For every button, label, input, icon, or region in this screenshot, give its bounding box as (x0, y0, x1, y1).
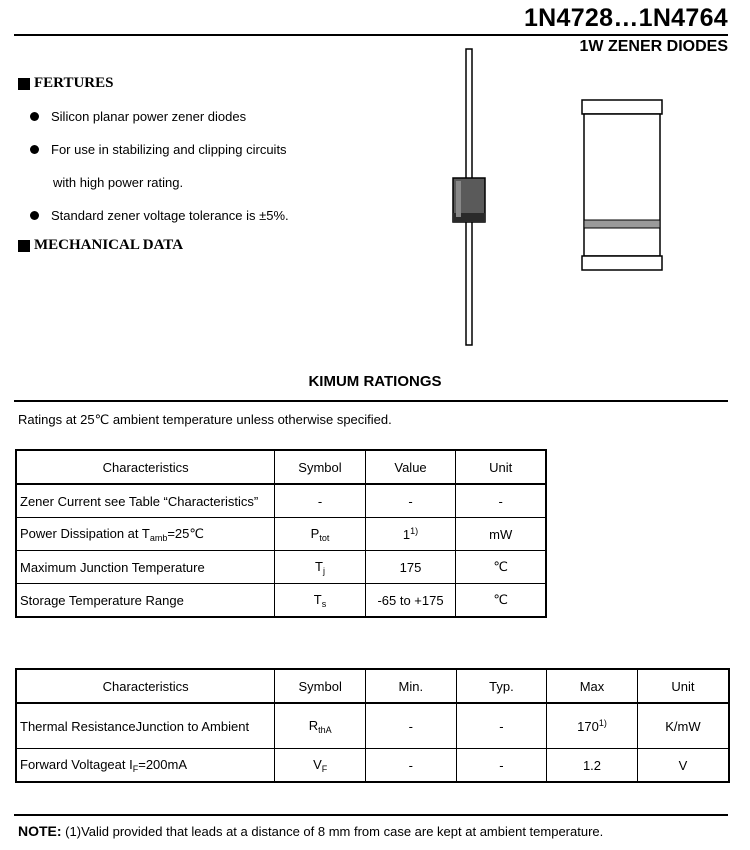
square-bullet-icon (18, 78, 30, 90)
column-header: Characteristics (16, 669, 275, 703)
column-header: Max (547, 669, 638, 703)
feature-item: Silicon planar power zener diodes (30, 109, 246, 124)
product-subtitle: 1W ZENER DIODES (579, 38, 728, 55)
characteristic-cell: Zener Current see Table “Characteristics” (16, 484, 275, 518)
package-body-outline (584, 114, 660, 256)
absolute-ratings-table (15, 449, 547, 618)
column-header: Symbol (275, 669, 366, 703)
table-row (16, 703, 729, 749)
unit-cell: - (456, 484, 546, 518)
header-rule (14, 34, 728, 36)
feature-item: For use in stabilizing and clipping circuits (30, 142, 287, 157)
symbol-cell: - (275, 484, 365, 518)
min-cell: - (366, 703, 457, 749)
bullet-icon (30, 211, 39, 220)
ratings-condition-note: Ratings at 25℃ ambient temperature unless otherwise specified. (18, 412, 392, 427)
column-header: Unit (637, 669, 729, 703)
max-cell: 170$^{1)}$ (547, 703, 638, 749)
symbol-cell: $R_{thA}$ (275, 703, 366, 749)
axial-diode-drawing (440, 45, 500, 355)
column-header: Symbol (275, 450, 365, 484)
value-cell: - (365, 484, 456, 518)
characteristic-cell: Maximum Junction Temperature (16, 551, 275, 584)
max-cell: 1.2 (547, 749, 638, 783)
characteristic-cell: Forward Voltageat $I_F=200mA$ (16, 749, 275, 783)
typ-cell: - (456, 749, 547, 783)
value-cell: 175 (365, 551, 456, 584)
table-header-row (16, 669, 729, 703)
diode-body-highlight (456, 181, 461, 217)
note-label: NOTE: (18, 823, 62, 839)
unit-cell: V (637, 749, 729, 783)
footer-note (18, 823, 603, 839)
table-row (16, 518, 546, 551)
column-header: Min. (366, 669, 457, 703)
feature-item: Standard zener voltage tolerance is ±5%. (30, 208, 289, 223)
part-number-title: 1N4728…1N4764 (523, 4, 728, 32)
package-cathode-band (584, 220, 660, 228)
mechanical-heading: MECHANICAL DATA (18, 237, 183, 254)
characteristic-cell: Power Dissipation at $T_{amb}=25℃$ (16, 518, 275, 551)
typ-cell: - (456, 703, 547, 749)
symbol-cell: $P_{tot}$ (275, 518, 365, 551)
value-cell: 1$^{1)}$ (365, 518, 456, 551)
characteristic-cell: Storage Temperature Range (16, 584, 275, 618)
table-row (16, 584, 546, 618)
table-row (16, 484, 546, 518)
unit-cell: ℃ (456, 551, 546, 584)
package-outline-drawing (578, 95, 668, 285)
value-cell: -65 to +175 (365, 584, 456, 618)
characteristic-cell: Thermal ResistanceJunction to Ambient (16, 703, 275, 749)
unit-cell: mW (456, 518, 546, 551)
column-header: Typ. (456, 669, 547, 703)
footer-rule (14, 814, 728, 816)
ratings-heading: KIMUM RATIONGS (308, 373, 442, 390)
package-top-cap (582, 100, 662, 114)
package-bottom-cap (582, 256, 662, 270)
symbol-cell: $V_F$ (275, 749, 366, 783)
column-header: Unit (456, 450, 546, 484)
table-header-row (16, 450, 546, 484)
table-row (16, 749, 729, 783)
symbol-cell: $T_s$ (275, 584, 365, 618)
column-header: Value (365, 450, 456, 484)
unit-cell: ℃ (456, 584, 546, 618)
min-cell: - (366, 749, 457, 783)
symbol-cell: $T_j$ (275, 551, 365, 584)
bullet-icon (30, 145, 39, 154)
unit-cell: K/mW (637, 703, 729, 749)
column-header: Characteristics (16, 450, 275, 484)
square-bullet-icon (18, 240, 30, 252)
thermal-characteristics-table (15, 668, 730, 783)
table-row (16, 551, 546, 584)
bullet-icon (30, 112, 39, 121)
features-heading: FERTURES (18, 75, 114, 92)
feature-item-continuation: with high power rating. (53, 175, 184, 190)
ratings-rule (14, 400, 728, 402)
note-text: (1)Valid provided that leads at a distance of 8 mm from case are kept at ambient temperature. (61, 824, 604, 839)
